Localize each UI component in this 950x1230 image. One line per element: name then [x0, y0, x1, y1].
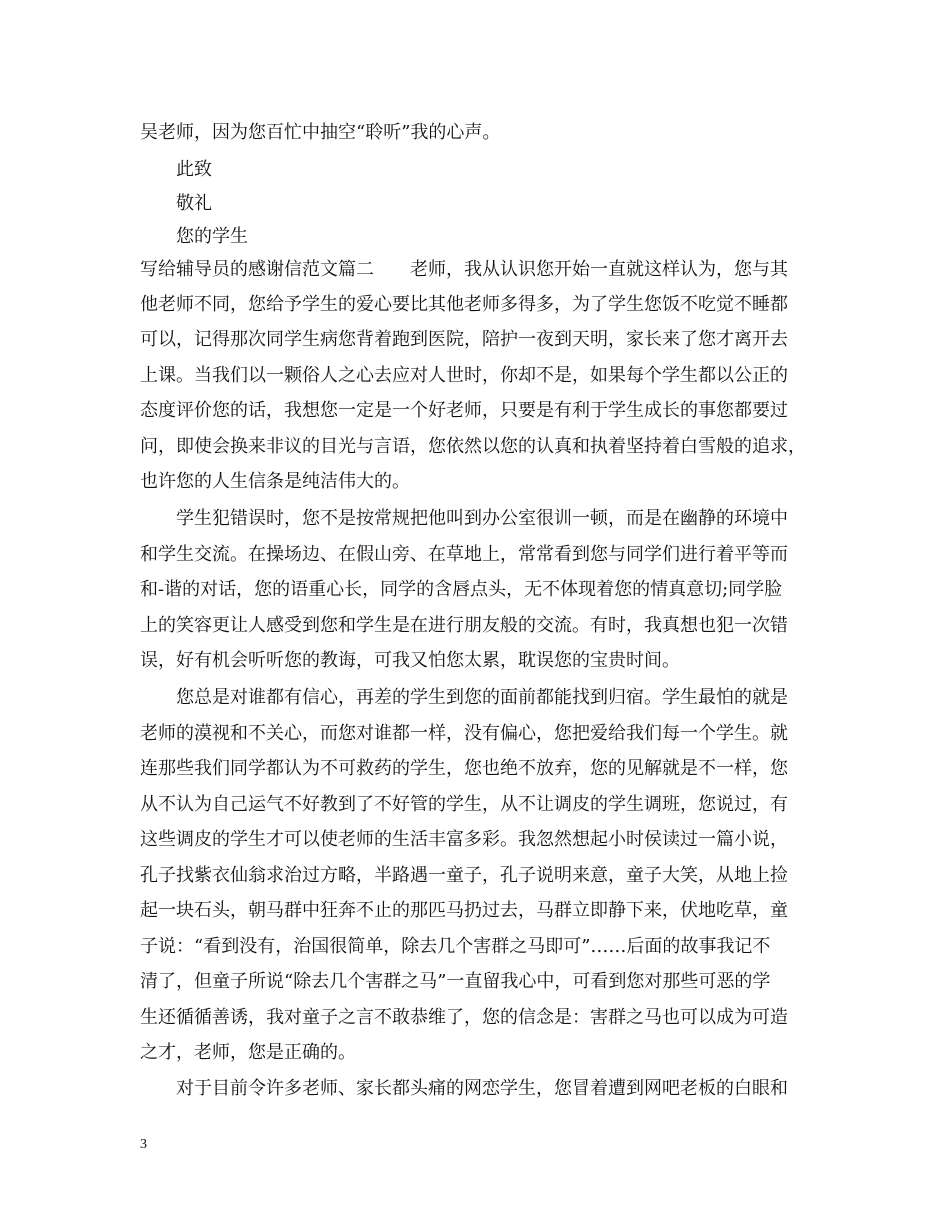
body-line: 从不认为自己运气不好教到了不好管的学生，从不让调皮的学生调班，您说过，有: [140, 794, 788, 815]
body-line: 他老师不同，您给予学生的爱心要比其他老师多得多，为了学生您饭不吃觉不睡都: [140, 294, 788, 315]
signature: 您的学生: [176, 226, 248, 247]
section-heading-line: 写给辅导员的感谢信范文篇二 老师，我从认识您开始一直就这样认为，您与其: [140, 259, 788, 280]
body-line: 上的笑容更让人感受到您和学生是在进行朋友般的交流。有时，我真想也犯一次错: [140, 615, 788, 636]
body-line: 连那些我们同学都认为不可救药的学生，您也绝不放弃，您的见解就是不一样，您: [140, 758, 788, 779]
body-line: 吴老师，因为您百忙中抽空“聆听”我的心声。: [140, 122, 501, 143]
body-line: 孔子找紫衣仙翁求治过方略，半路遇一童子，孔子说明来意，童子大笑，从地上捡: [140, 865, 788, 886]
page-number: 3: [140, 1137, 147, 1152]
paragraph-start: 学生犯错误时，您不是按常规把他叫到办公室很训一顿，而是在幽静的环境中: [176, 508, 788, 529]
closing-regards: 敬礼: [176, 193, 212, 214]
body-line: 清了，但童子所说“除去几个害群之马”一直留我心中，可看到您对那些可恶的学: [140, 971, 771, 992]
body-line: 这些调皮的学生才可以使老师的生活丰富多彩。我忽然想起小时侯读过一篇小说，: [140, 829, 788, 850]
body-line: 态度评价您的话，我想您一定是一个好老师，只要是有利于学生成长的事您都要过: [140, 400, 788, 421]
body-line: 误，好有机会听听您的教诲，可我又怕您太累，耽误您的宝贵时间。: [140, 650, 680, 671]
body-line: 和学生交流。在操场边、在假山旁、在草地上，常常看到您与同学们进行着平等而: [140, 544, 788, 565]
body-line: 也许您的人生信条是纯洁伟大的。: [140, 471, 410, 492]
body-line: 和-谐的对话，您的语重心长，同学的含唇点头，无不体现着您的情真意切;同学脸: [140, 579, 783, 600]
paragraph-start: 您总是对谁都有信心，再差的学生到您的面前都能找到归宿。学生最怕的就是: [176, 687, 788, 708]
body-line: 之才，老师，您是正确的。: [140, 1042, 356, 1063]
body-line: 上课。当我们以一颗俗人之心去应对人世时，你却不是，如果每个学生都以公正的: [140, 365, 788, 386]
body-line: 问，即使会换来非议的目光与言语，您依然以您的认真和执着坚持着白雪般的追求，: [140, 436, 806, 457]
body-line: 生还循循善诱，我对童子之言不敢恭维了，您的信念是：害群之马也可以成为可造: [140, 1007, 788, 1028]
body-line: 老师的漠视和不关心，而您对谁都一样，没有偏心，您把爱给我们每一个学生。就: [140, 723, 788, 744]
body-line: 可以，记得那次同学生病您背着跑到医院，陪护一夜到天明，家长来了您才离开去: [140, 329, 788, 350]
body-line: 起一块石头，朝马群中狂奔不止的那匹马扔过去，马群立即静下来，伏地吃草，童: [140, 900, 788, 921]
closing-salutation: 此致: [176, 159, 212, 180]
paragraph-start: 对于目前令许多老师、家长都头痛的网恋学生，您冒着遭到网吧老板的白眼和: [176, 1078, 788, 1099]
body-line: 子说：“看到没有，治国很简单，除去几个害群之马即可”……后面的故事我记不: [140, 936, 771, 957]
